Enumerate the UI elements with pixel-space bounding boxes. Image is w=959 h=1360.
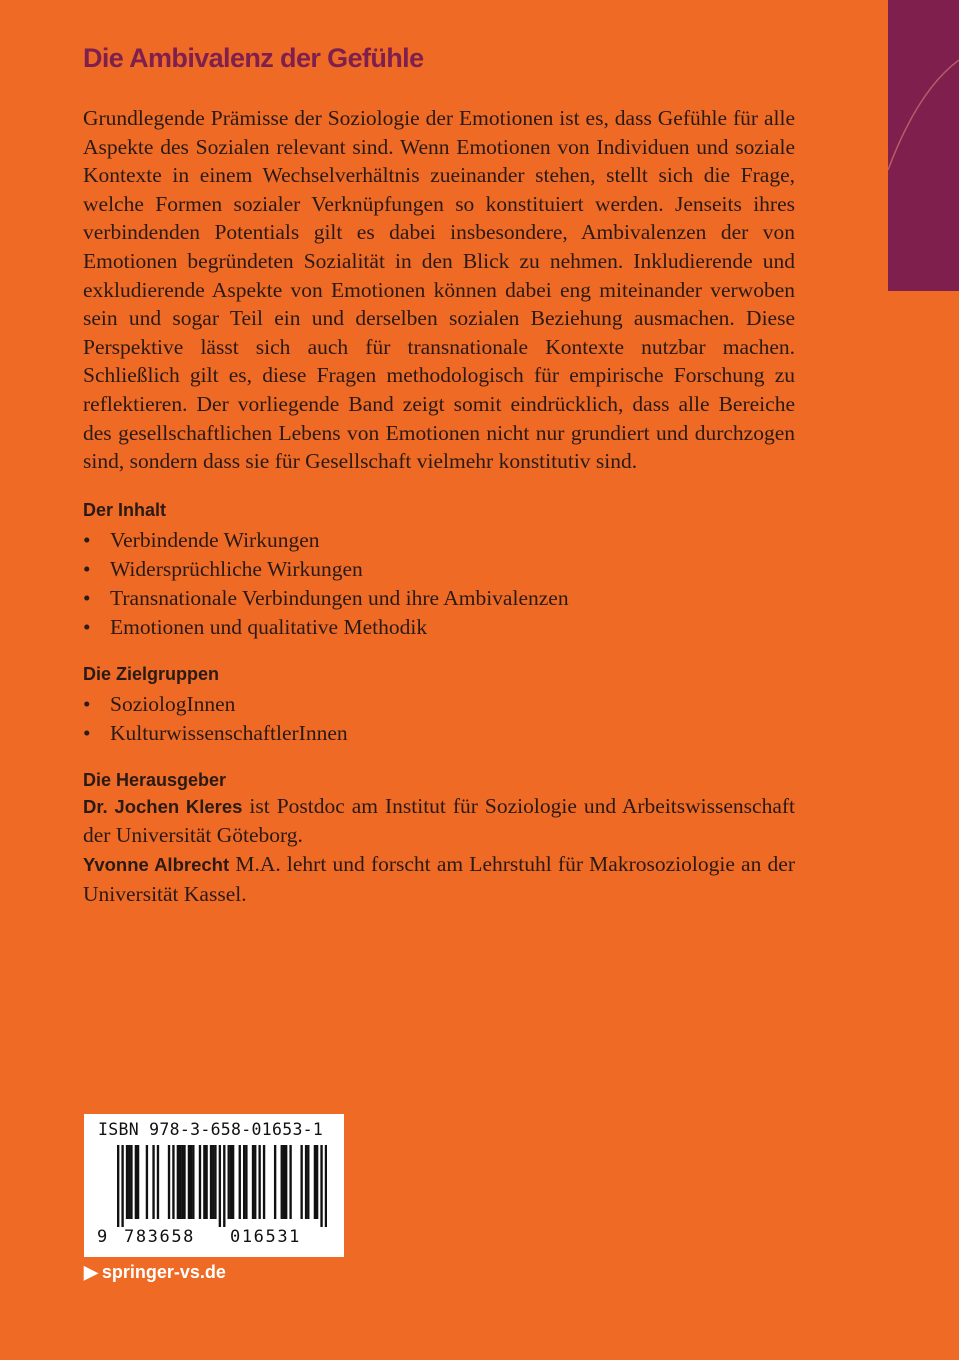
- barcode-bar: [152, 1145, 154, 1219]
- barcode-bar: [320, 1145, 322, 1227]
- barcode-left-digits: 783658: [124, 1227, 196, 1247]
- publisher-link[interactable]: [84, 1262, 226, 1283]
- list-item: • Widersprüchliche Wirkungen: [83, 555, 795, 584]
- barcode-bar: [289, 1145, 291, 1219]
- book-title: Die Ambivalenz der Gefühle: [83, 43, 424, 73]
- target-groups-list: [83, 690, 795, 748]
- barcode-bar: [314, 1145, 316, 1219]
- editor-description: ist Postdoc am Institut für Soziologie und Arbeitswissenschaft der Universität Göteborg.: [83, 793, 795, 848]
- barcode-bar: [168, 1145, 170, 1219]
- barcode-bar: [300, 1145, 302, 1219]
- barcode-bar: [274, 1145, 276, 1219]
- list-item: • Verbindende Wirkungen: [83, 526, 795, 555]
- barcode-bar: [307, 1145, 309, 1219]
- contents-list: [83, 526, 795, 642]
- barcode-bar: [126, 1145, 128, 1219]
- bullet-icon: •: [83, 691, 91, 716]
- arrow-right-icon: ▶: [84, 1262, 98, 1282]
- list-item: • SoziologInnen: [83, 690, 795, 719]
- isbn-label: ISBN 978-3-658-01653-1: [98, 1120, 324, 1139]
- barcode-bar: [177, 1145, 179, 1219]
- target-groups-heading: Die Zielgruppen: [83, 663, 220, 684]
- barcode-bar: [232, 1145, 234, 1219]
- editors-heading: Die Herausgeber: [83, 769, 227, 790]
- bullet-icon: •: [83, 585, 91, 610]
- corner-accent-band: [888, 0, 959, 291]
- barcode-bar: [230, 1145, 232, 1219]
- barcode-bar: [285, 1145, 287, 1219]
- barcode-bar: [252, 1145, 254, 1219]
- decorative-arc: [888, 0, 959, 291]
- barcode-bar: [183, 1145, 185, 1219]
- barcode-bar: [192, 1145, 194, 1219]
- barcode-bar: [223, 1145, 225, 1227]
- barcode-bar: [146, 1145, 148, 1219]
- barcode-right-digits: 016531: [230, 1227, 302, 1247]
- bullet-icon: •: [83, 527, 91, 552]
- barcode-bar: [203, 1145, 205, 1219]
- barcode-bar: [228, 1145, 230, 1219]
- barcode-bar: [121, 1145, 123, 1227]
- barcode-bar: [205, 1145, 207, 1219]
- barcode-bar: [283, 1145, 285, 1219]
- barcode-bar: [179, 1145, 181, 1219]
- editor-bio: [83, 850, 795, 908]
- description-paragraph: Grundlegende Prämisse der Soziologie der Emotionen ist es, dass Gefühle für alle Aspekte des Sozialen relevant sind. Wenn Emotionen von Individuen und soziale Kontexte in einem Wechselverhältnis zueinander stehen, stellt sich die Frage, welche Formen sozialer Verknüpfungen so konstituiert werden. Jenseits ihres verbindenden Potentials gilt es dabei insbesondere, Ambivalenzen der von Emotionen begründeten Sozialität in den Blick zu nehmen. Inkludierende und exkludierende Aspekte von Emotionen können dabei eng miteinander verwoben sein und sogar Teil ein und derselben sozialen Beziehung ausmachen. Diese Perspektive lässt sich auch für transnationale Kontexte nutzbar machen. Schließlich gilt es, diese Fragen methodologisch für empirische Forschung zu reflektieren. Der vorliegende Band zeigt somit eindrücklich, dass alle Bereiche des gesellschaftlichen Lebens von Emotionen nicht nur grundiert und durchzogen sind, sondern dass sie für Gesellschaft vielmehr konstitutiv sind.: [83, 106, 795, 474]
- barcode-bar: [190, 1145, 192, 1219]
- back-cover-content: [83, 40, 795, 908]
- barcode-bar: [135, 1145, 137, 1219]
- barcode-bar: [263, 1145, 265, 1219]
- barcode-bar: [325, 1145, 327, 1227]
- list-item: • Emotionen und qualitative Methodik: [83, 613, 795, 642]
- barcode-bar: [219, 1145, 221, 1227]
- barcode-bar: [210, 1145, 212, 1219]
- barcode-bar: [212, 1145, 214, 1219]
- editor-name: Dr. Jochen Kleres: [83, 795, 243, 817]
- bullet-icon: •: [83, 720, 91, 745]
- publisher-url: springer-vs.de: [101, 1262, 226, 1282]
- barcode-first-digit: 9: [97, 1227, 109, 1247]
- barcode-bar: [214, 1145, 216, 1219]
- barcode-bar: [137, 1145, 139, 1219]
- barcode-bar: [243, 1145, 245, 1219]
- barcode-bar: [199, 1145, 201, 1219]
- bullet-icon: •: [83, 614, 91, 639]
- barcode-bar: [128, 1145, 130, 1219]
- editor-bio: [83, 792, 795, 850]
- editor-name: Yvonne Albrecht: [83, 853, 230, 875]
- isbn-barcode: [84, 1114, 344, 1257]
- barcode-bar: [305, 1145, 307, 1219]
- list-item: • Transnationale Verbindungen und ihre Ambivalenzen: [83, 584, 795, 613]
- list-item: • KulturwissenschaftlerInnen: [83, 719, 795, 748]
- barcode-bars: [117, 1145, 327, 1227]
- bullet-icon: •: [83, 556, 91, 581]
- barcode-bar: [258, 1145, 260, 1219]
- editor-description: M.A. lehrt und forscht am Lehrstuhl für Makrosoziologie an der Universität Kassel.: [83, 851, 796, 906]
- barcode-bar: [316, 1145, 318, 1219]
- contents-heading: Der Inhalt: [83, 499, 167, 520]
- barcode-bar: [281, 1145, 283, 1219]
- barcode-bar: [254, 1145, 256, 1219]
- barcode-bar: [157, 1145, 159, 1219]
- barcode-bar: [245, 1145, 247, 1219]
- barcode-bar: [172, 1145, 174, 1219]
- barcode-bar: [239, 1145, 241, 1219]
- barcode-bar: [181, 1145, 183, 1219]
- barcode-bar: [117, 1145, 119, 1227]
- barcode-bar: [188, 1145, 190, 1219]
- barcode-bar: [130, 1145, 132, 1219]
